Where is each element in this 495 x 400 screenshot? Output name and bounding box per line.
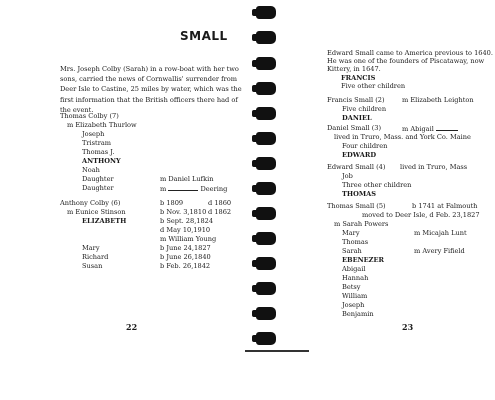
genealogy-line: Betsy: [342, 283, 361, 291]
genealogy-line: b June 26,1840: [160, 253, 211, 261]
genealogy-line: EBENEZER: [342, 256, 384, 264]
genealogy-line: Thomas: [342, 238, 369, 246]
genealogy-line: m Daniel Lufkin: [160, 175, 214, 183]
genealogy-line: Joseph: [82, 130, 105, 138]
genealogy-line: m Elizabeth Thurlow: [67, 121, 137, 129]
genealogy-line: moved to Deer Isle, d Feb. 23,1827: [362, 211, 480, 219]
genealogy-line: b June 24,1827: [160, 244, 211, 252]
intro-text: Edward Small came to America previous to 1640. He was one of the founders of Piscataway, now Kittery, in 1647.: [327, 49, 493, 74]
genealogy-line: b 1741 at Falmouth: [412, 202, 478, 210]
genealogy-line: d 1862: [208, 208, 232, 216]
genealogy-line: Five children: [342, 105, 387, 113]
genealogy-line: Thomas Colby (7): [60, 112, 119, 120]
genealogy-line: Richard: [82, 253, 109, 261]
genealogy-line: b Feb. 26,1842: [160, 262, 211, 270]
genealogy-line: Sarah: [342, 247, 362, 255]
genealogy-line: Three other children: [342, 181, 412, 189]
genealogy-line: m Avery Fifield: [414, 247, 465, 255]
genealogy-line: m Eunice Stinson: [67, 208, 126, 216]
genealogy-line: Anthony Colby (6): [60, 199, 121, 207]
page-title: SMALL: [180, 29, 228, 43]
genealogy-line: b Nov. 3,1810: [160, 208, 207, 216]
genealogy-line: Francis Small (2): [327, 96, 385, 104]
genealogy-line: lived in Truro, Mass. and York Co. Maine: [334, 133, 471, 141]
genealogy-line: m Micajah Lunt: [414, 229, 467, 237]
genealogy-line: m Elizabeth Leighton: [402, 96, 474, 104]
page-number: 22: [126, 322, 138, 332]
genealogy-line: Benjamin: [342, 310, 374, 318]
genealogy-line: Mary: [82, 244, 100, 252]
genealogy-line: Joseph: [342, 301, 365, 309]
genealogy-line: b Sept. 28,1824: [160, 217, 214, 225]
right-intro-paragraph: [327, 49, 495, 90]
intro-child: FRANCIS: [341, 73, 376, 82]
page-number: 23: [402, 322, 414, 332]
left-page: [0, 0, 245, 400]
right-page: [262, 0, 495, 400]
genealogy-line: Abigail: [342, 265, 366, 273]
genealogy-line: ANTHONY: [82, 157, 121, 165]
genealogy-line: d May 10,1910: [160, 226, 211, 234]
genealogy-line: m Deering: [160, 185, 228, 193]
genealogy-line: Edward Small (4): [327, 163, 386, 171]
genealogy-line: m Abigail: [402, 124, 458, 133]
intro-child: Five other children: [341, 81, 406, 90]
genealogy-line: Daniel Small (3): [327, 124, 382, 132]
genealogy-line: m Sarah Powers: [334, 220, 389, 228]
genealogy-line: Thomas Small (5): [327, 202, 386, 210]
genealogy-line: THOMAS: [342, 190, 377, 198]
genealogy-line: Noah: [82, 166, 100, 174]
genealogy-line: Daughter: [82, 184, 114, 192]
genealogy-line: Thomas J.: [82, 148, 115, 156]
genealogy-line: Daughter: [82, 175, 114, 183]
genealogy-line: Four children: [342, 142, 388, 150]
genealogy-line: ELIZABETH: [82, 217, 127, 225]
genealogy-line: EDWARD: [342, 151, 377, 159]
genealogy-line: Mary: [342, 229, 360, 237]
genealogy-line: d 1860: [208, 199, 232, 207]
genealogy-line: m William Young: [160, 235, 217, 243]
genealogy-line: Job: [342, 172, 353, 180]
genealogy-line: Tristram: [82, 139, 112, 147]
genealogy-line: DANIEL: [342, 114, 372, 122]
blank-line: [436, 124, 458, 131]
left-intro-paragraph: Mrs. Joseph Colby (Sarah) in a row-boat with her two sons, carried the news of Cornwallis' surrender from Deer Isle to Castine, 25 miles by water, which was the first information that the British officers there had of the event.: [60, 65, 242, 114]
genealogy-line: b 1809: [160, 199, 184, 207]
genealogy-line: William: [342, 292, 368, 300]
genealogy-line: lived in Truro, Mass: [400, 163, 468, 171]
genealogy-line: Susan: [82, 262, 103, 270]
genealogy-line: Hannah: [342, 274, 369, 282]
blank-line: [168, 184, 198, 191]
